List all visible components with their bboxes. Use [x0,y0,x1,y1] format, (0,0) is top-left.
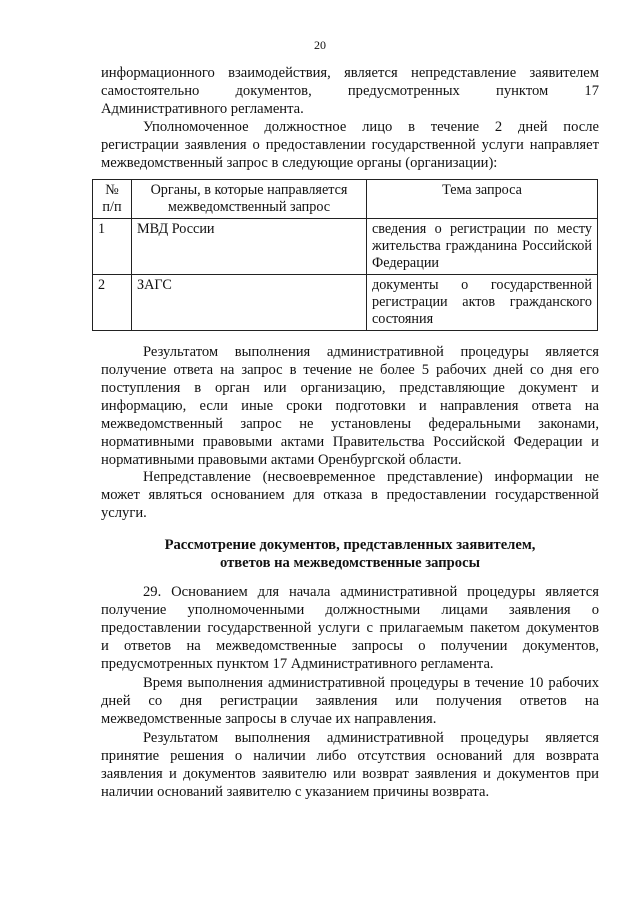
header-topic: Тема запроса [367,180,598,219]
text-line: Время выполнения административной процедуры в течение 10 рабочих [143,675,599,691]
header-num: № п/п [93,180,132,219]
text-line: заявления и документов заявителю или возврат заявления и документов при [101,766,599,782]
row-topic: сведения о регистрации по месту жительства гражданина Российской Федерации [367,219,598,275]
text-line: межведомственные запросы в случае их направления. [101,711,437,727]
text-line: дней со дня регистрации заявления или получения ответов на [101,693,599,709]
text-line: принятие решения о наличии либо отсутствия оснований для возврата [101,748,599,764]
page-number: 20 [314,38,326,52]
text-line: информационного взаимодействия, является непредставление заявителем [101,65,599,81]
row-num: 2 [93,275,132,331]
paragraph-5 [101,583,599,673]
table-row [93,219,598,275]
text-line: предоставлении государственной услуги с прилагаемым пакетом документов [101,620,599,636]
text-line: Результатом выполнения административной процедуры является [143,344,599,360]
paragraph-7 [101,729,599,801]
text-line: получение уполномоченными должностными лицами заявления о [101,602,599,618]
paragraph-4 [101,468,599,522]
text-line: самостоятельно документов, предусмотренных пунктом 17 [101,83,599,99]
text-line: Результатом выполнения административной процедуры является [143,730,599,746]
text-line: нормативными правовыми актами Правительства Российской Федерации и [101,434,599,450]
text-line: Уполномоченное должностное лицо в течение 2 дней после [143,119,599,135]
text-line: межведомственный запрос в следующие органы (организации): [101,155,498,171]
paragraph-1 [101,64,599,118]
text-line: регистрации заявления о предоставлении государственной услуги направляет [101,137,599,153]
text-line: Административного регламента. [101,101,304,117]
text-line: межведомственный запрос не установлены федеральными законами, [101,416,599,432]
heading-line: ответов на межведомственные запросы [220,555,480,571]
text-line: предусмотренных пунктом 17 Административного регламента. [101,656,494,672]
row-org: ЗАГС [132,275,367,331]
text-line: поступления в орган или организацию, представляющие документ и [101,380,599,396]
requests-table [92,179,598,331]
paragraph-3 [101,343,599,469]
heading-line: Рассмотрение документов, представленных заявителем, [164,537,536,553]
text-line: услуги. [101,505,147,521]
text-line: Непредставление (несвоевременное представление) информации не [143,469,599,485]
header-org: Органы, в которые направляется межведомственный запрос [132,180,367,219]
text-line: получение ответа на запрос в течение не более 5 рабочих дней со дня его [101,362,599,378]
row-topic: документы о государственной регистрации актов гражданского состояния [367,275,598,331]
text-line: 29. Основанием для начала административной процедуры является [143,584,599,600]
paragraph-2 [101,118,599,172]
row-org: МВД России [132,219,367,275]
row-num: 1 [93,219,132,275]
section-heading [101,536,599,572]
text-line: может являться основанием для отказа в предоставлении государственной [101,487,599,503]
text-line: информацию, если иные сроки подготовки и направления ответа на [101,398,599,414]
text-line: наличии оснований заявителю с указанием причины возврата. [101,784,490,800]
table-header-row [93,180,598,219]
text-line: и ответов на межведомственные запросы о получении документов, [101,638,599,654]
paragraph-6 [101,674,599,728]
text-line: нормативными правовыми актами Оренбургской области. [101,452,462,468]
table-row [93,275,598,331]
